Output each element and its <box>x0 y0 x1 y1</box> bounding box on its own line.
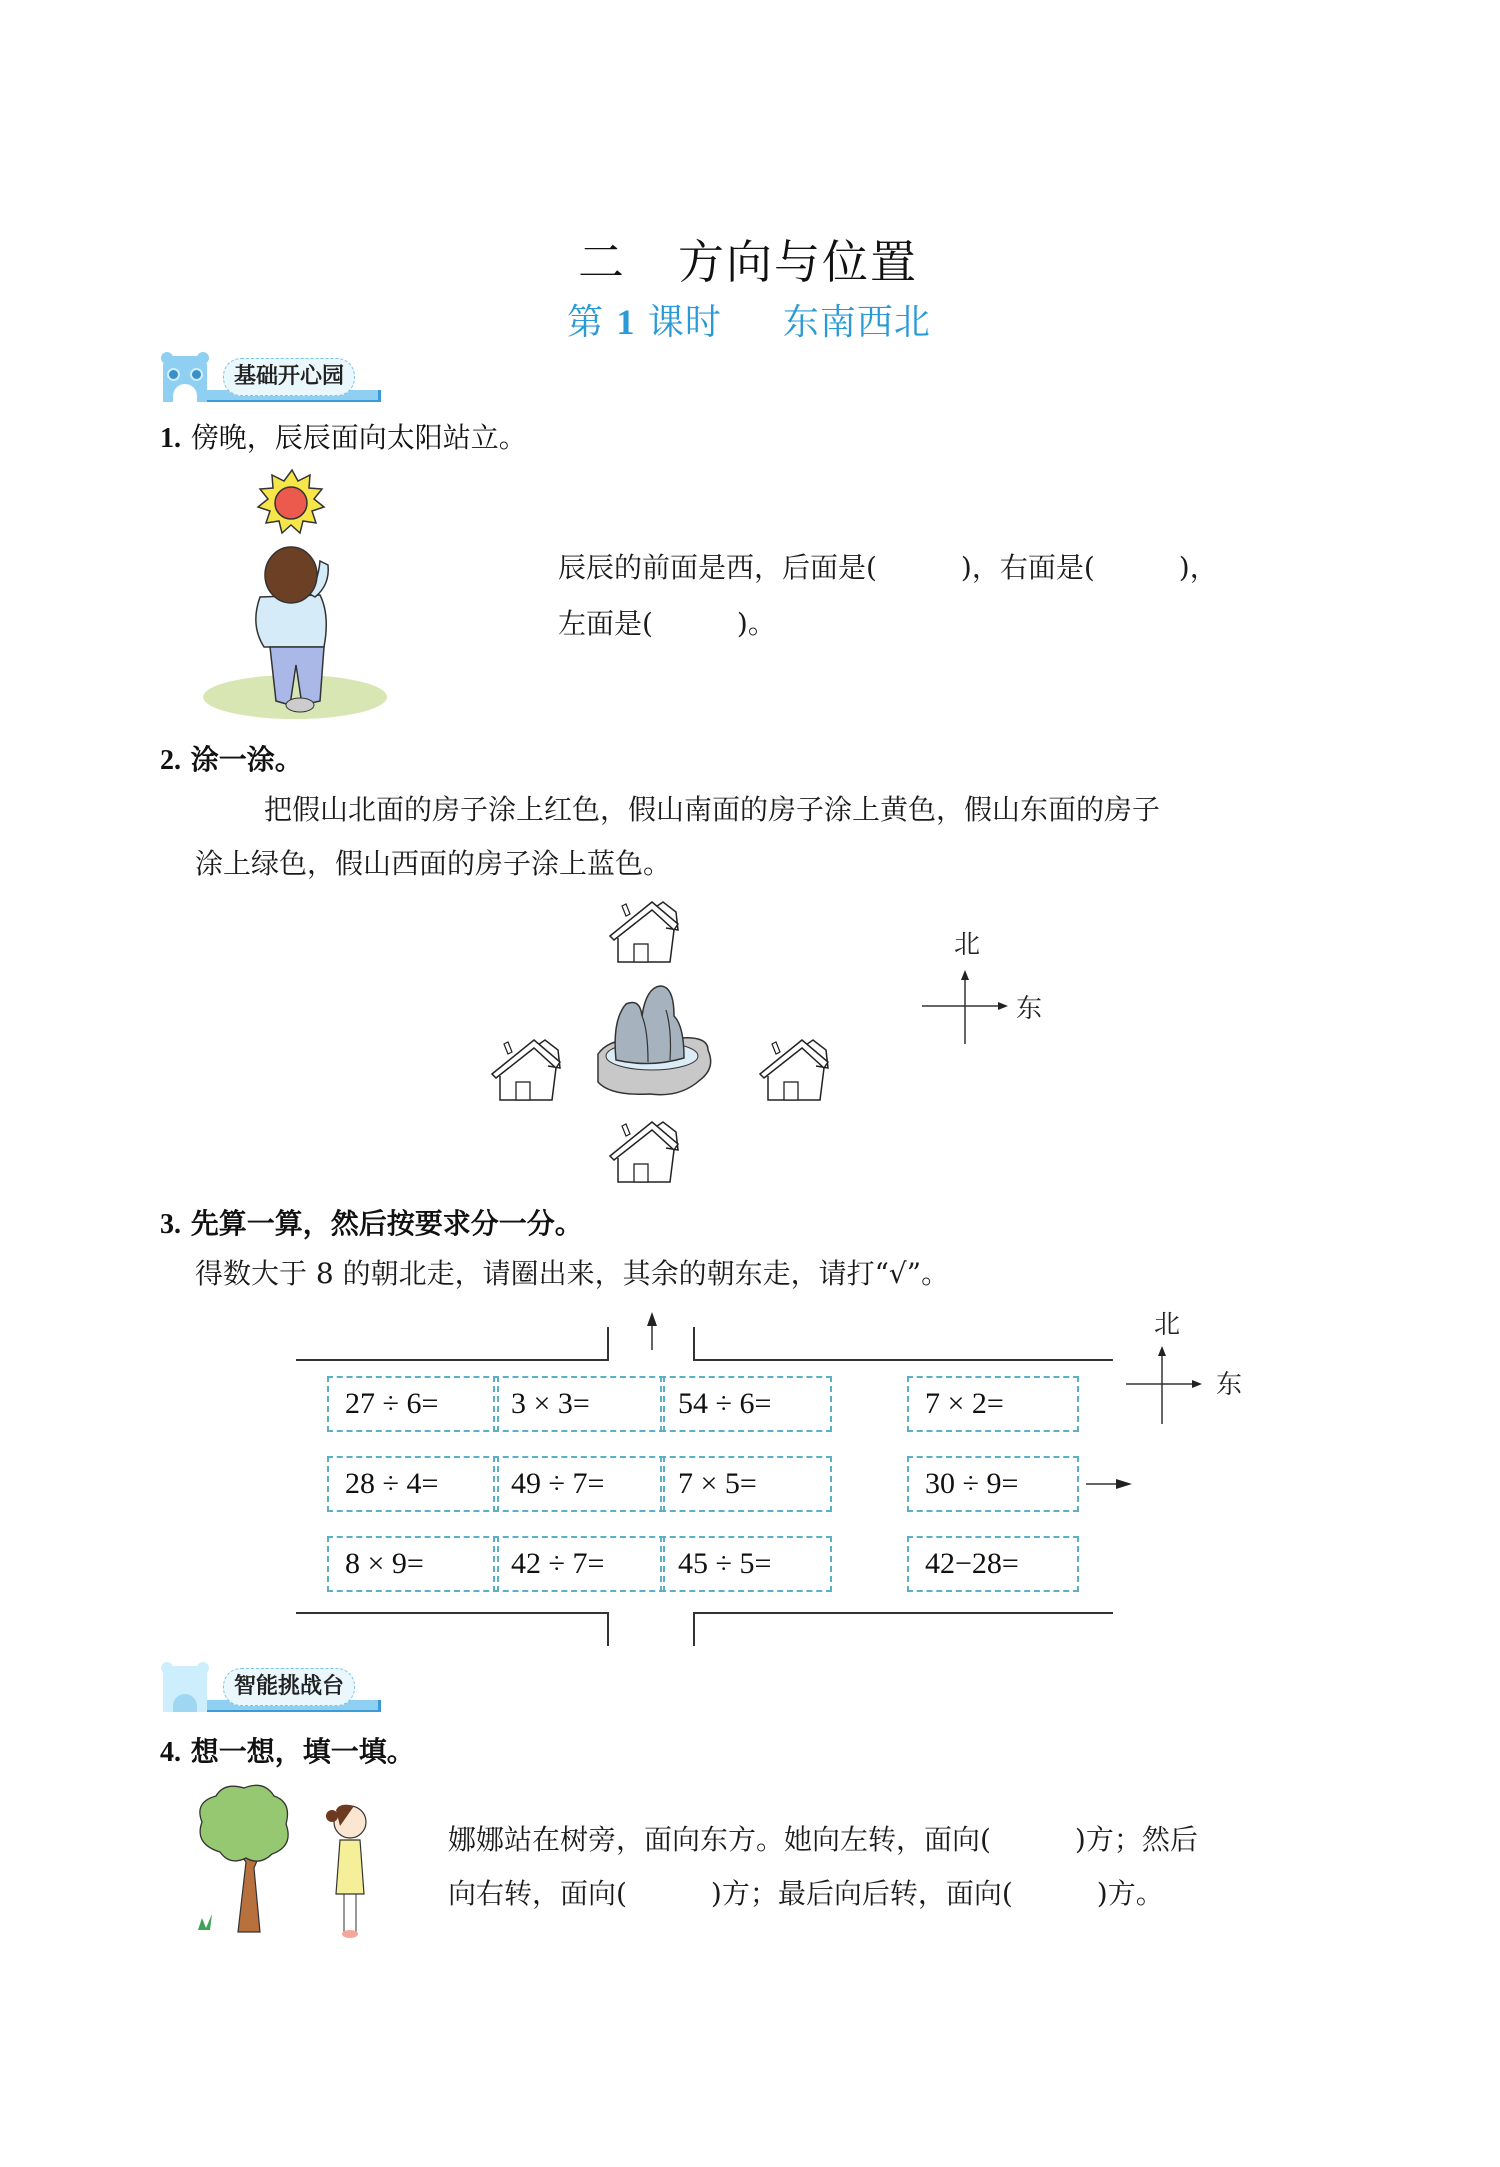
road-top-left <box>296 1359 608 1361</box>
road-bottom-right <box>693 1612 1113 1614</box>
question-2-heading <box>160 738 303 778</box>
compass-q3 <box>1126 1306 1256 1436</box>
lesson-heading <box>567 294 931 345</box>
road-bottom-left <box>296 1612 608 1614</box>
house-west-icon <box>492 1040 560 1100</box>
question-title: 涂一涂。 <box>190 743 303 776</box>
bear-mascot-icon <box>163 356 207 402</box>
road-top-right-corner <box>693 1327 695 1361</box>
road-bottom-left-corner <box>607 1612 609 1646</box>
q3-instruction: 得数大于 8 的朝北走，请圈出来，其余的朝东走，请打“√”。 <box>195 1257 950 1290</box>
section-badge-challenge <box>163 1666 381 1712</box>
boy-facing-sun-illustration <box>190 465 400 725</box>
rockery-houses-diagram <box>480 890 920 1200</box>
question-title: 傍晚，辰辰面向太阳站立。 <box>190 421 527 454</box>
calc-box[interactable]: 49 ÷ 7= <box>493 1456 665 1512</box>
compass-north-label: 北 <box>954 930 981 960</box>
road-top-left-corner <box>607 1327 609 1361</box>
calc-box[interactable]: 8 × 9= <box>327 1536 499 1592</box>
section-label: 智能挑战台 <box>223 1668 355 1706</box>
q1-line-1: 辰辰的前面是西，后面是( )，右面是( )， <box>558 551 1218 584</box>
question-number: 2. <box>160 745 181 776</box>
calc-box[interactable]: 7 × 5= <box>660 1456 832 1512</box>
lesson-prefix: 第 <box>567 302 605 343</box>
compass-north-label: 北 <box>1154 1310 1181 1340</box>
calc-box[interactable]: 42−28= <box>907 1536 1079 1592</box>
question-number: 3. <box>160 1209 181 1240</box>
calc-box[interactable]: 45 ÷ 5= <box>660 1536 832 1592</box>
question-number: 4. <box>160 1737 181 1768</box>
question-title: 想一想，填一填。 <box>190 1735 415 1768</box>
calc-box[interactable]: 54 ÷ 6= <box>660 1376 832 1432</box>
chapter-number: 二 <box>578 235 626 289</box>
q1-line-2: 左面是( )。 <box>558 607 776 640</box>
calc-box[interactable]: 28 ÷ 4= <box>327 1456 499 1512</box>
compass-east-label: 东 <box>1016 994 1043 1024</box>
road-bottom-right-corner <box>693 1612 695 1646</box>
question-3-heading <box>160 1202 583 1242</box>
calc-box[interactable]: 3 × 3= <box>493 1376 665 1432</box>
house-north-icon <box>610 902 678 962</box>
compass-east-label: 东 <box>1216 1370 1243 1400</box>
calc-box[interactable]: 42 ÷ 7= <box>493 1536 665 1592</box>
compass-arrows-icon <box>920 970 1010 1045</box>
arrow-east-icon <box>1086 1476 1132 1492</box>
q2-line-1: 把假山北面的房子涂上红色，假山南面的房子涂上黄色，假山东面的房子 <box>264 793 1161 826</box>
compass-q2 <box>920 930 1050 1050</box>
q4-line-1: 娜娜站在树旁，面向东方。她向左转，面向( )方；然后 <box>448 1823 1198 1856</box>
house-south-icon <box>610 1122 678 1182</box>
calc-box[interactable]: 7 × 2= <box>907 1376 1079 1432</box>
section-badge-basic <box>163 356 381 402</box>
question-4-heading <box>160 1730 415 1770</box>
girl-and-tree-illustration <box>190 1782 390 1942</box>
question-1-heading <box>160 416 527 456</box>
calc-box[interactable]: 27 ÷ 6= <box>327 1376 499 1432</box>
lesson-number: 1 <box>616 302 636 342</box>
q2-line-2: 涂上绿色，假山西面的房子涂上蓝色。 <box>195 847 672 880</box>
arrow-north-icon <box>644 1312 660 1352</box>
road-top-right <box>693 1359 1113 1361</box>
compass-arrows-icon <box>1126 1346 1206 1426</box>
bear-mascot-icon <box>163 1666 207 1712</box>
lesson-suffix: 课时 <box>647 302 722 343</box>
girl-icon <box>326 1805 366 1938</box>
chapter-title: 方向与位置 <box>678 235 918 289</box>
section-label: 基础开心园 <box>223 358 355 396</box>
question-title: 先算一算，然后按要求分一分。 <box>190 1207 583 1240</box>
lesson-title: 东南西北 <box>782 302 931 343</box>
sun-icon <box>258 470 324 533</box>
rockery-icon <box>598 986 711 1095</box>
calc-box[interactable]: 30 ÷ 9= <box>907 1456 1079 1512</box>
q4-line-2: 向右转，面向( )方；最后向后转，面向( )方。 <box>448 1877 1164 1910</box>
question-number: 1. <box>160 423 181 454</box>
house-east-icon <box>760 1040 828 1100</box>
tree-icon <box>198 1785 288 1932</box>
